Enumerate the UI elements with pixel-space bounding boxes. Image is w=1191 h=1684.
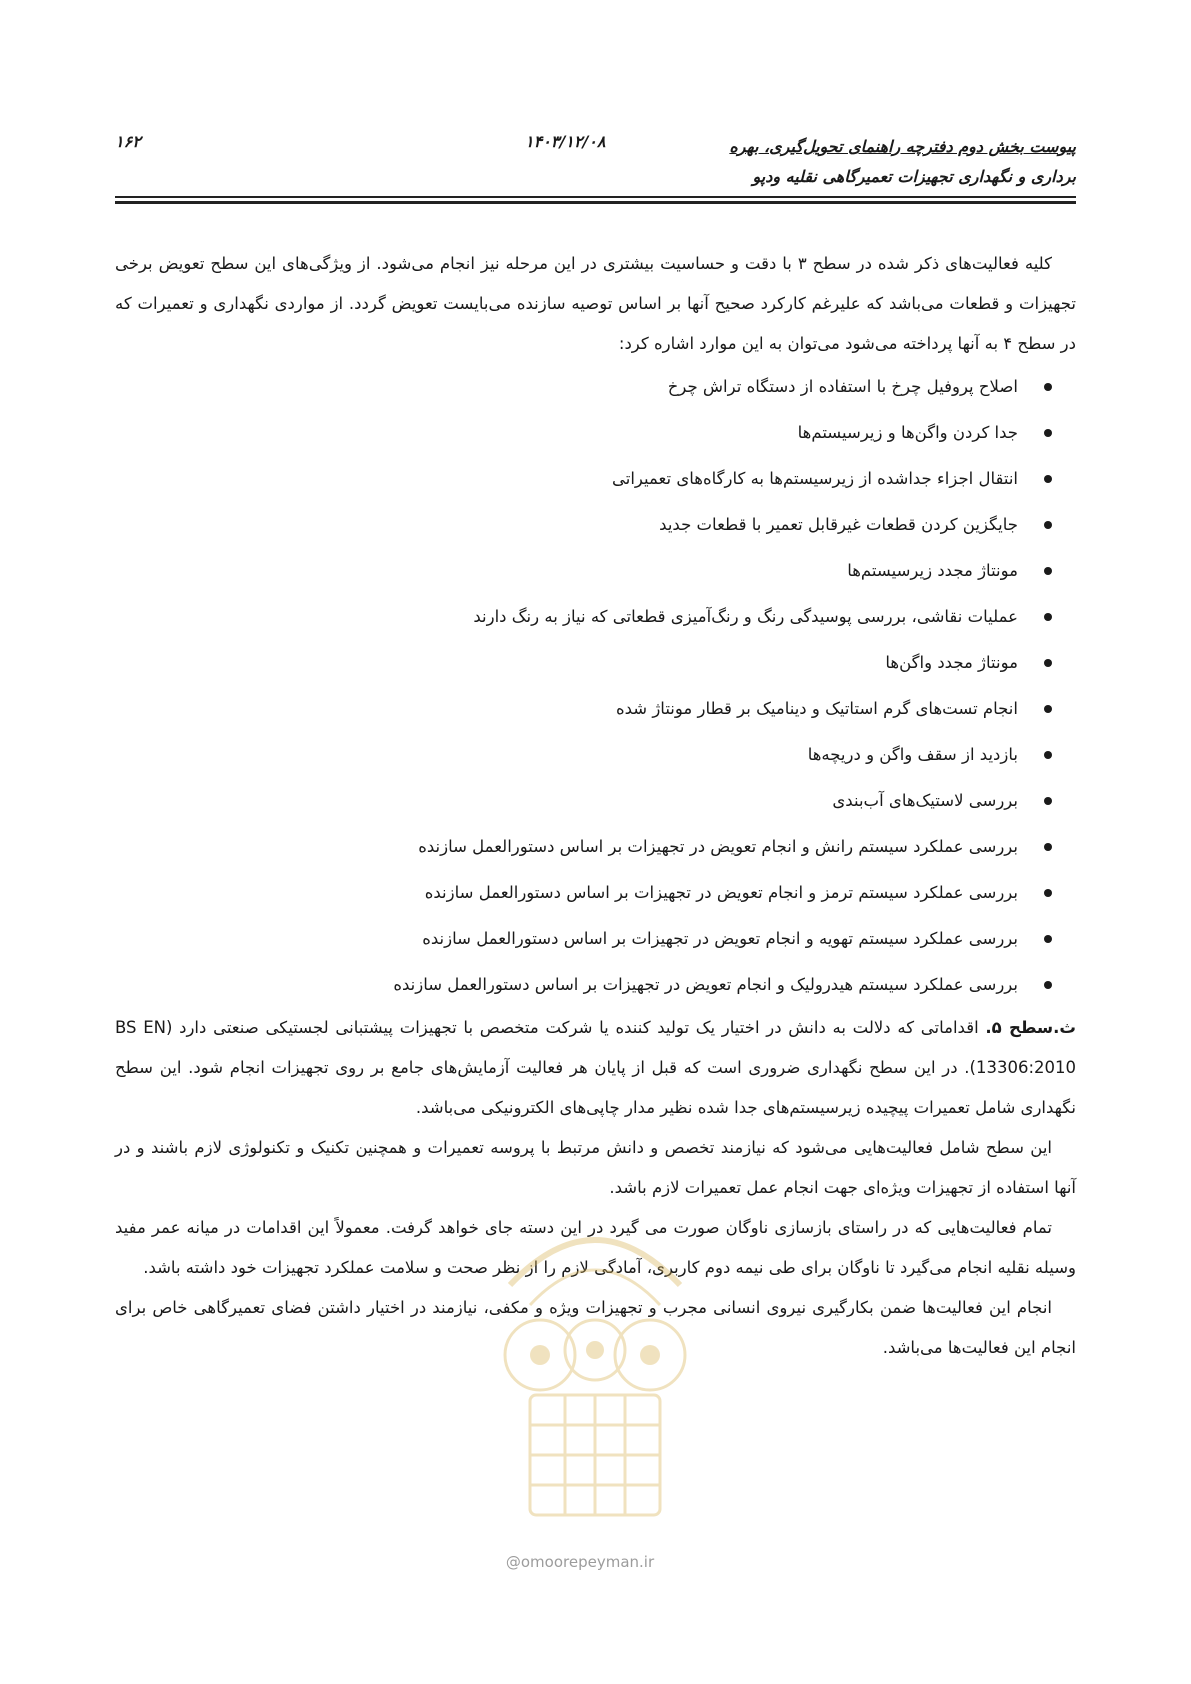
list-item [115, 364, 1052, 410]
bullet-icon [1044, 935, 1052, 943]
bullet-icon [1044, 567, 1052, 575]
header-title-line2: برداری و نگهداری تجهیزات تعمیرگاهی نقلیه ودپو [752, 167, 1076, 186]
header-rule-thick [115, 201, 1076, 204]
header-rule-thin [115, 196, 1076, 198]
body-paragraph: انجام این فعالیت‌ها ضمن بکارگیری نیروی انسانی مجرب و تجهیزات ویژه و مکفی، نیازمند در اختیار داشتن فضای تعمیرگاهی خاص برای انجام این فعالیت‌ها می‌باشد. [115, 1298, 1076, 1357]
list-item-text: اصلاح پروفیل چرخ با استفاده از دستگاه تراش چرخ [667, 377, 1018, 396]
page-number: ۱۶۲ [115, 132, 141, 151]
list-item [115, 640, 1052, 686]
bullet-icon [1044, 383, 1052, 391]
document-body [115, 244, 1076, 1368]
bullet-icon [1044, 797, 1052, 805]
list-item-text: عملیات نقاشی، بررسی پوسیدگی رنگ و رنگ‌آمیزی قطعاتی که نیاز به رنگ دارند [473, 607, 1018, 626]
header-title [716, 132, 1076, 192]
bullet-icon [1044, 613, 1052, 621]
page-header [115, 128, 1076, 188]
list-item-text: بررسی عملکرد سیستم رانش و انجام تعویض در تجهیزات بر اساس دستورالعمل سازنده [418, 837, 1018, 856]
bullet-icon [1044, 889, 1052, 897]
list-item [115, 456, 1052, 502]
intro-paragraph: کلیه فعالیت‌های ذکر شده در سطح ۳ با دقت و حساسیت بیشتری در این مرحله نیز انجام می‌شود. از ویژگی‌های این سطح تعویض برخی تجهیزات و قطعات می‌باشد که علیرغم کارکرد صحیح آنها بر اساس توصیه سازنده می‌بایست تعویض گردد. از مواردی نگهداری و تعمیرات که در سطح ۴ به آنها پرداخته می‌شود می‌توان به این موارد اشاره کرد: [115, 254, 1076, 353]
body-paragraph: تمام فعالیت‌هایی که در راستای بازسازی ناوگان صورت می گیرد در این دسته جای خواهد گرفت. معمولاً این اقدامات در میانه عمر مفید وسیله نقلیه انجام می‌گیرد تا ناوگان برای طی نیمه دوم کاربری، آمادگی لازم را از نظر صحت و سلامت عملکرد تجهیزات خود داشته باشد. [115, 1218, 1076, 1277]
list-item [115, 732, 1052, 778]
list-item [115, 686, 1052, 732]
list-item [115, 548, 1052, 594]
list-item-text: مونتاژ مجدد زیرسیستم‌ها [847, 561, 1018, 580]
list-item-text: انجام تست‌های گرم استاتیک و دینامیک بر قطار مونتاژ شده [615, 699, 1018, 718]
bullet-icon [1044, 475, 1052, 483]
bullet-icon [1044, 751, 1052, 759]
list-item-text: بررسی عملکرد سیستم ترمز و انجام تعویض در تجهیزات بر اساس دستورالعمل سازنده [424, 883, 1018, 902]
bullet-icon [1044, 429, 1052, 437]
level5-paragraph [115, 1008, 1076, 1128]
level5-text: اقداماتی که دلالت به دانش در اختیار یک تولید کننده یا شرکت متخصص با تجهیزات پیشتبانی لجستیکی صنعتی دارد (BS EN 13306:2010). در این سطح نگهداری ضروری است که قبل از پایان هر فعالیت آزمایش‌های جامع بر روی تجهیزات انجام شود. این سطح نگهداری شامل تعمیرات پیچیده زیرسیستم‌های جدا شده نظیر مدار چاپی‌های الکترونیکی می‌باشد. [115, 1018, 1076, 1117]
list-item-text: بازدید از سقف واگن و دریچه‌ها [807, 745, 1018, 764]
bullet-icon [1044, 843, 1052, 851]
list-item-text: مونتاژ مجدد واگن‌ها [885, 653, 1018, 672]
list-item-text: جدا کردن واگن‌ها و زیرسیستم‌ها [797, 423, 1018, 442]
list-item [115, 870, 1052, 916]
header-date: ۱۴۰۳/۱۲/۰۸ [525, 132, 606, 151]
list-item [115, 410, 1052, 456]
bullet-icon [1044, 981, 1052, 989]
list-item [115, 778, 1052, 824]
list-item [115, 594, 1052, 640]
list-item [115, 824, 1052, 870]
body-paragraph: این سطح شامل فعالیت‌هایی می‌شود که نیازمند تخصص و دانش مرتبط با پروسه تعمیرات و همچنین تکنیک و تکنولوژی لازم باشند و در آنها استفاده از تجهیزات ویژه‌ای جهت انجام عمل تعمیرات لازم باشد. [115, 1138, 1076, 1197]
list-item-text: جایگزین کردن قطعات غیرقابل تعمیر با قطعات جدید [659, 515, 1018, 534]
watermark-url: @omoorepeyman.ir [505, 1553, 655, 1571]
bullet-icon [1044, 659, 1052, 667]
list-item [115, 962, 1052, 1008]
bullet-icon [1044, 521, 1052, 529]
list-item-text: انتقال اجزاء جداشده از زیرسیستم‌ها به کارگاه‌های تعمیراتی [611, 469, 1018, 488]
level5-heading: ث.سطح ۵. [985, 1018, 1076, 1037]
header-title-line1: پیوست بخش دوم دفترچه راهنمای تحویل‌گیری، بهره [729, 137, 1076, 156]
list-item [115, 502, 1052, 548]
bullet-icon [1044, 705, 1052, 713]
list-item-text: بررسی لاستیک‌های آب‌بندی [832, 791, 1018, 810]
maintenance-list [115, 364, 1076, 1008]
list-item [115, 916, 1052, 962]
list-item-text: بررسی عملکرد سیستم تهویه و انجام تعویض در تجهیزات بر اساس دستورالعمل سازنده [422, 929, 1018, 948]
list-item-text: بررسی عملکرد سیستم هیدرولیک و انجام تعویض در تجهیزات بر اساس دستورالعمل سازنده [393, 975, 1018, 994]
